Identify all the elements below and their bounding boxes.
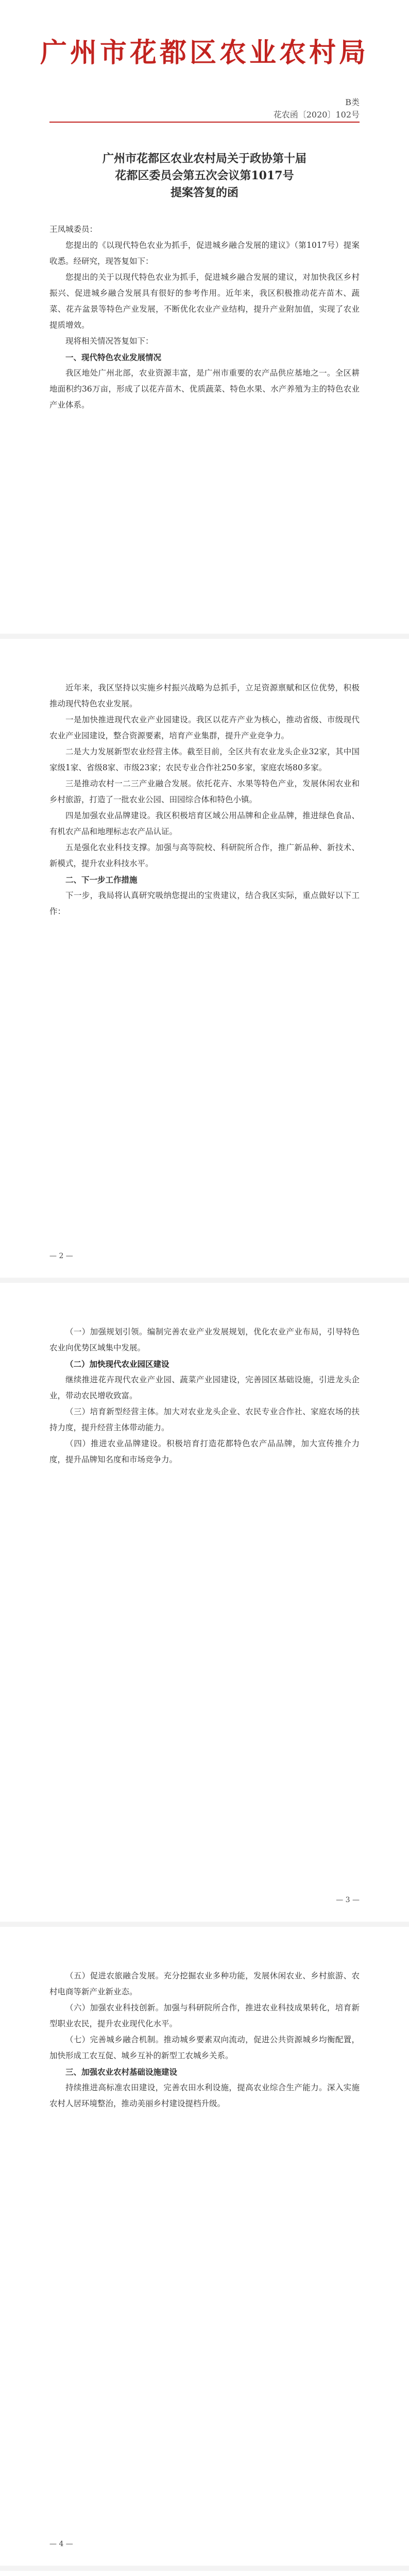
- paragraph: 现将相关情况答复如下：: [65, 336, 154, 346]
- salutation: 王凤城委员：: [49, 225, 98, 234]
- paragraph: 五是强化农业科技支撑。加强与高等院校、科研院所合作，推广新品种、新技术、新模式，提升农业科技水平。: [49, 843, 360, 868]
- paragraph: 我区地处广州北部，农业资源丰富，是广州市重要的农产品供应基地之一。全区耕地面积约36万亩，形成了以花卉苗木、优质蔬菜、特色水果、水产养殖为主的特色农业产业体系。: [49, 368, 360, 410]
- page-separator: [0, 1922, 409, 1927]
- paragraph: （五）促进农旅融合发展。充分挖掘农业多种功能，发展休闲农业、乡村旅游、农村电商等新产业新业态。: [49, 1971, 360, 1996]
- page-3: [0, 1283, 409, 1922]
- paragraph: 持续推进高标准农田建设，完善农田水利设施，提高农业综合生产能力。深入实施农村人居环境整治，推动美丽乡村建设提档升级。: [49, 2083, 360, 2108]
- title-line: 提案答复的函: [170, 186, 238, 199]
- page-separator: [0, 2566, 409, 2571]
- paragraph: 您提出的《以现代特色农业为抓手，促进城乡融合发展的建议》（第1017号）提案收悉。经研究，现答复如下：: [49, 241, 360, 266]
- page-2: [0, 639, 409, 1278]
- paragraph: （六）加强农业科技创新。加强与科研院所合作，推进农业科技成果转化，培育新型职业农民，提升农业现代化水平。: [49, 2003, 360, 2028]
- page-number: — 2 —: [49, 1252, 73, 1260]
- paragraph: 四是加强农业品牌建设。我区积极培育区域公用品牌和企业品牌，推进绿色食品、有机农产品和地理标志农产品认证。: [49, 811, 360, 836]
- page-number: — 4 —: [49, 2540, 73, 2548]
- section-heading: 一、现代特色农业发展情况: [65, 352, 162, 362]
- section-heading: 三、加强农业农村基础设施建设: [65, 2067, 178, 2077]
- body-text: [49, 1968, 360, 2112]
- paragraph: 近年来，我区坚持以实施乡村振兴战略为总抓手，立足资源禀赋和区位优势，积极推动现代特色农业发展。: [49, 683, 360, 708]
- paragraph: 继续推进花卉现代农业产业园、蔬菜产业园建设，完善园区基础设施，引进龙头企业，带动农民增收致富。: [49, 1375, 360, 1400]
- paragraph: 您提出的关于以现代特色农业为抓手，促进城乡融合发展的建议，对加快我区乡村振兴、促进城乡融合发展具有很好的参考作用。近年来，我区积极推动花卉苗木、蔬菜、花卉盆景等特色产业发展，不断优化农业产业结构，提升产业附加值，实现了农业提质增效。: [49, 273, 360, 330]
- paragraph: （三）培育新型经营主体。加大对农业龙头企业、农民专业合作社、家庭农场的扶持力度，提升经营主体带动能力。: [49, 1407, 360, 1432]
- doc-number: 花农函〔2020〕102号: [273, 110, 360, 120]
- paragraph: （七）完善城乡融合机制。推动城乡要素双向流动，促进公共资源城乡均衡配置，加快形成工农互促、城乡互补的新型工农城乡关系。: [49, 2035, 360, 2060]
- paragraph: 下一步，我局将认真研究吸纳您提出的宝贵建议，结合我区实际，重点做好以下工作：: [49, 891, 360, 916]
- page-5: [0, 2571, 409, 2576]
- body-text: [49, 680, 360, 920]
- body-text: [49, 1324, 360, 1468]
- paragraph: 三是推动农村一二三产业融合发展。依托花卉、水果等特色产业，发展休闲农业和乡村旅游，打造了一批农业公园、田园综合体和特色小镇。: [49, 779, 360, 804]
- red-divider: [49, 122, 360, 123]
- paragraph: （一）加强规划引领。编制完善农业产业发展规划，优化农业产业布局，引导特色农业向优势区域集中发展。: [49, 1327, 360, 1352]
- document-title: [49, 150, 360, 201]
- title-line: 广州市花都区农业农村局关于政协第十届: [102, 152, 306, 165]
- section-heading: 二、下一步工作措施: [65, 875, 138, 885]
- page-separator: [0, 1278, 409, 1283]
- body-text: [49, 222, 360, 413]
- doc-category: B类: [345, 97, 360, 107]
- paragraph: 二是大力发展新型农业经营主体。截至目前，全区共有农业龙头企业32家，其中国家级1家、省级8家、市级23家；农民专业合作社250多家，家庭农场80多家。: [49, 747, 360, 772]
- masthead: 广州市花都区农业农村局: [40, 37, 369, 69]
- page-number: — 3 —: [336, 1896, 360, 1904]
- page-separator: [0, 634, 409, 639]
- page-4: [0, 1927, 409, 2566]
- subsection-heading: （二）加快现代农业园区建设: [65, 1359, 169, 1369]
- title-line: 花都区委员会第五次会议第1017号: [115, 169, 294, 182]
- paragraph: （四）推进农业品牌建设。积极培育打造花都特色农产品品牌，加大宣传推介力度，提升品牌知名度和市场竞争力。: [49, 1439, 360, 1464]
- paragraph: 一是加快推进现代农业产业园建设。我区以花卉产业为核心，推动省级、市级现代农业产业园建设，整合资源要素，培育产业集群，提升产业竞争力。: [49, 715, 360, 740]
- page-1: [0, 0, 409, 634]
